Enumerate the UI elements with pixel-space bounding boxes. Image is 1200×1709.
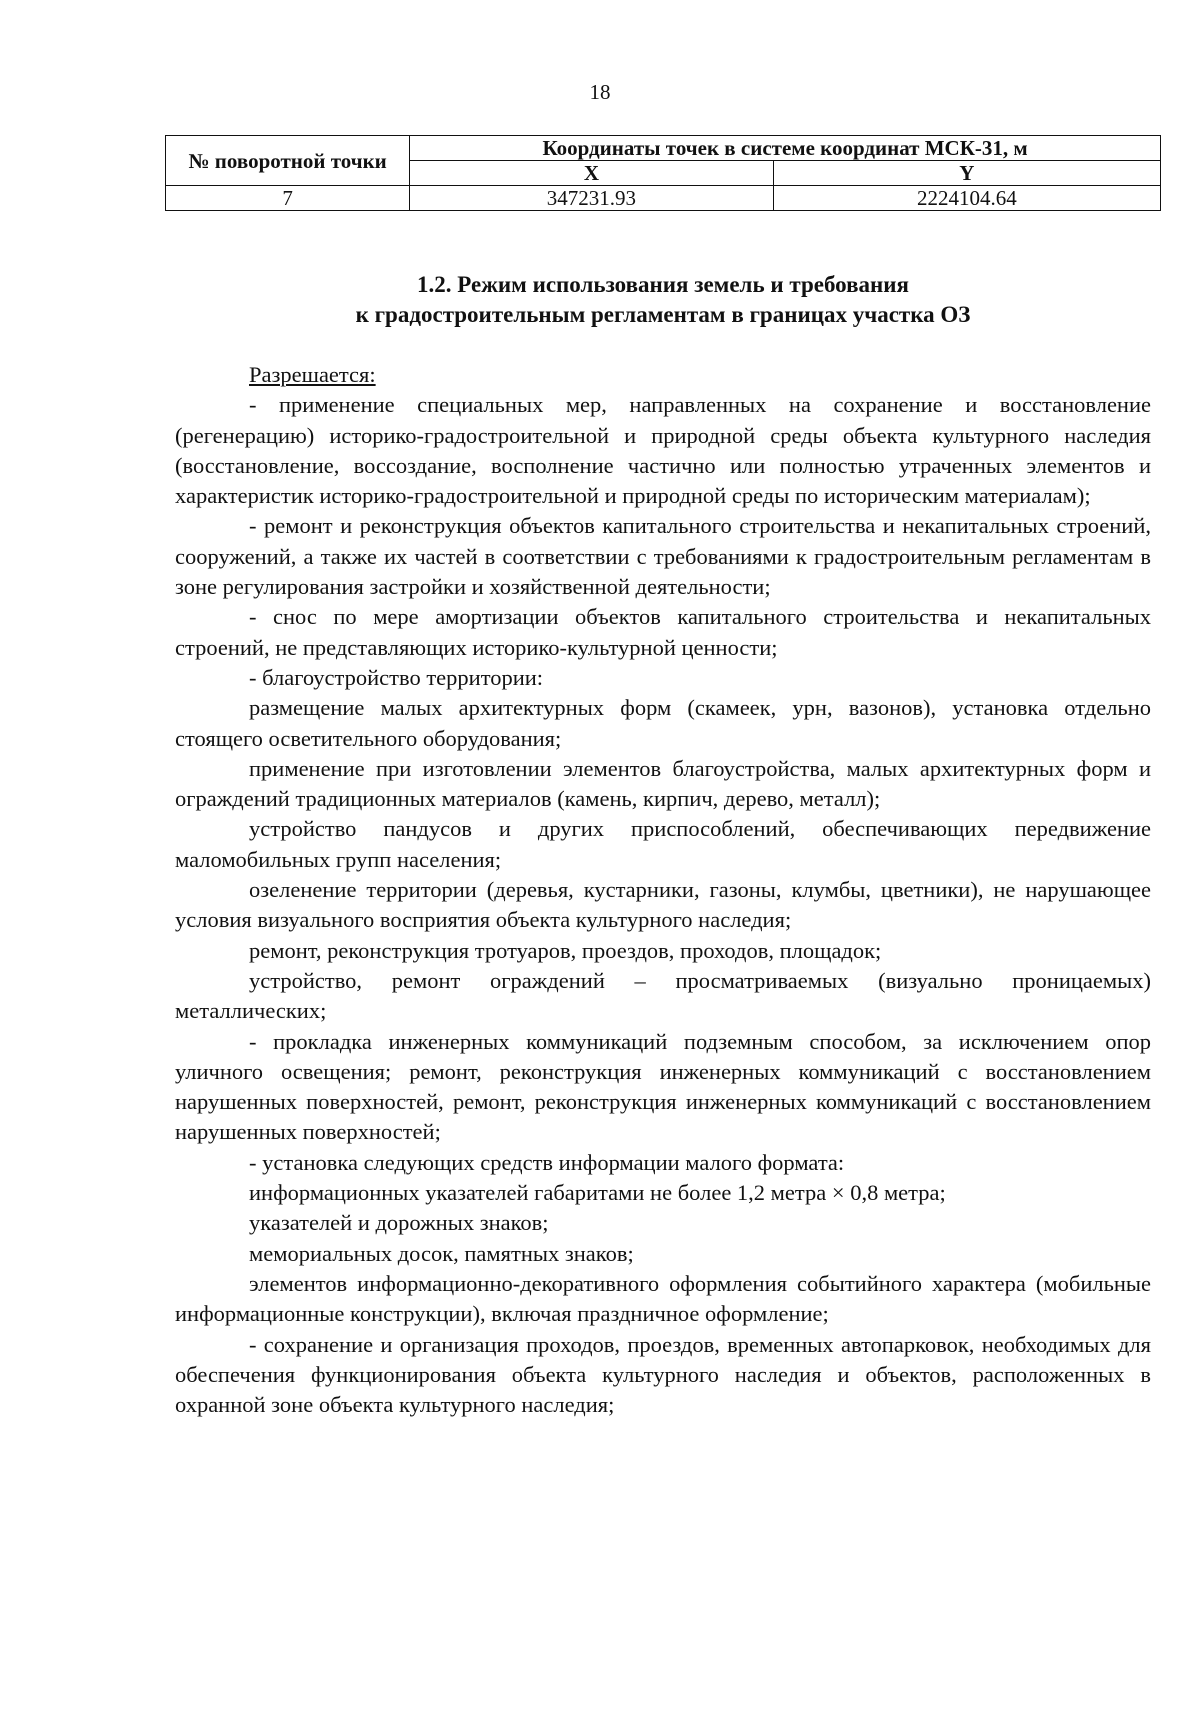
paragraph: озеленение территории (деревья, кустарники, газоны, клумбы, цветники), не нарушающее условия визуального восприятия объекта культурного наследия; [175,877,1151,933]
paragraph: применение при изготовлении элементов благоустройства, малых архитектурных форм и ограждений традиционных материалов (камень, кирпич, дерево, металл); [175,755,1151,812]
section-body [175,360,1151,1420]
lead-label: Разрешается: [249,362,376,387]
paragraph: ремонт, реконструкция тротуаров, проездов, проходов, площадок; [249,937,882,963]
paragraph: - снос по мере амортизации объектов капитального строительства и некапитальных строений, не представляющих историко-культурной ценности; [175,604,1151,660]
cell-point: 7 [166,186,410,211]
paragraph: мемориальных досок, памятных знаков; [249,1240,634,1266]
paragraph: размещение малых архитектурных форм (скамеек, урн, вазонов), установка отдельно стоящего осветительного оборудования; [175,695,1151,751]
coordinates-table [165,135,1161,211]
header-x: X [410,161,773,186]
paragraph: - благоустройство территории: [249,664,544,690]
section-title-line-2: к градостроительным регламентам в границах участка ОЗ [355,302,971,327]
paragraph: устройство пандусов и других приспособлений, обеспечивающих передвижение маломобильных групп населения; [175,816,1151,872]
paragraph: указателей и дорожных знаков; [249,1210,549,1236]
paragraph: - применение специальных мер, направленных на сохранение и восстановление (регенерацию) историко-градостроительной и природной среды объекта культурного наследия (восстановление, воссоздание, восполнение частично или полностью утраченных элементов и характеристик историко-градостроительной и природной среды по историческим материалам); [175,392,1151,509]
cell-y: 2224104.64 [773,186,1160,211]
paragraph: устройство, ремонт ограждений – просматриваемых (визуально проницаемых) металлических; [175,967,1151,1024]
paragraph: - прокладка инженерных коммуникаций подземным способом, за исключением опор уличного освещения; ремонт, реконструкция инженерных коммуникаций с восстановлением нарушенных поверхностей, ремонт, реконструкция инженерных коммуникаций с восстановлением нарушенных поверхностей; [175,1028,1151,1145]
page-number: 18 [589,80,611,104]
header-point-number: № поворотной точки [166,136,410,186]
header-coordinates: Координаты точек в системе координат МСК-31, м [410,136,1161,161]
section-title-line-1: 1.2. Режим использования земель и требования [417,272,909,297]
header-y: Y [773,161,1160,186]
paragraph: информационных указателей габаритами не более 1,2 метра × 0,8 метра; [249,1180,946,1206]
paragraph: - установка следующих средств информации малого формата: [249,1149,845,1175]
paragraph: элементов информационно-декоративного оформления событийного характера (мобильные информационные конструкции), включая праздничное оформление; [175,1270,1151,1327]
paragraph: - ремонт и реконструкция объектов капитального строительства и некапитальных строений, сооружений, а также их частей в соответствии с требованиями к градостроительным регламентам в зоне регулирования застройки и хозяйственной деятельности; [175,513,1151,600]
section-title [165,270,1161,330]
paragraph: - сохранение и организация проходов, проездов, временных автопарковок, необходимых для обеспечения функционирования объекта культурного наследия и объектов, расположенных в охранной зоне объекта культурного наследия; [175,1331,1151,1418]
table-row [166,186,1161,211]
cell-x: 347231.93 [410,186,773,211]
